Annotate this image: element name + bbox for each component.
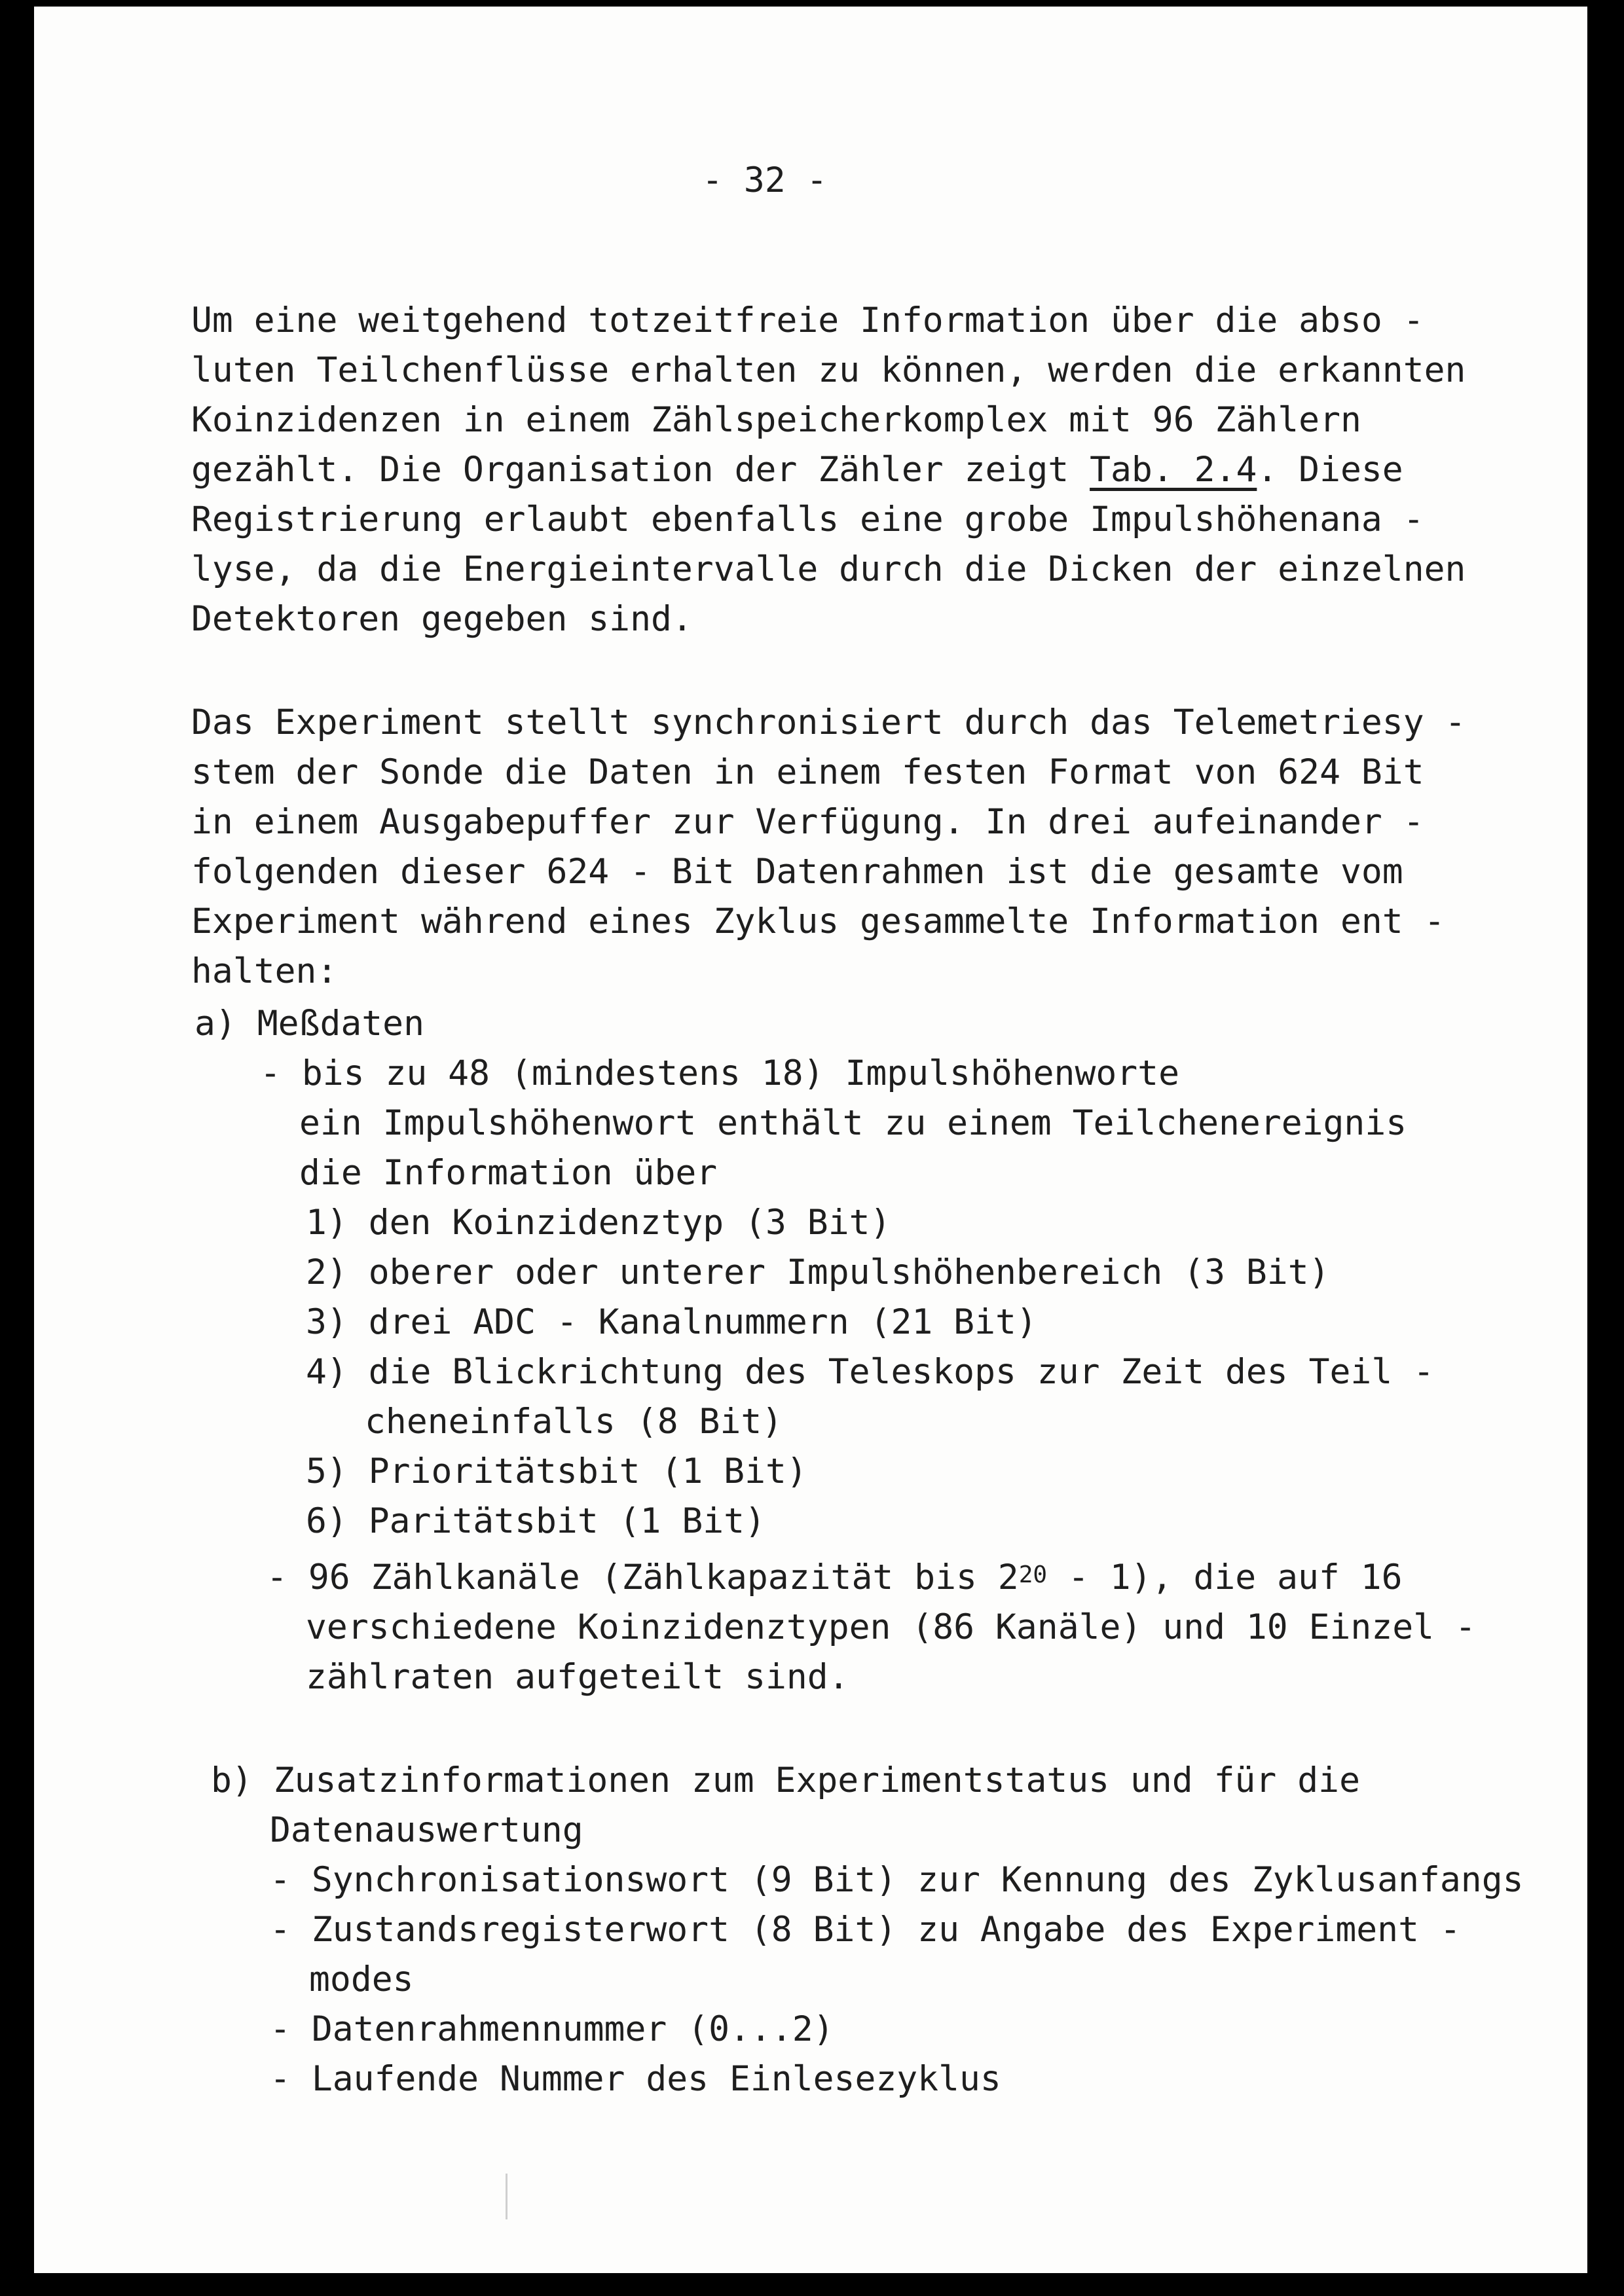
section-b-heading: Datenauswertung — [270, 1810, 583, 1850]
list-item: cheneinfalls (8 Bit) — [365, 1402, 783, 1442]
section-a-heading: a) Meßdaten — [194, 1004, 424, 1044]
paragraph-line: Um eine weitgehend totzeitfreie Information über die abso - — [191, 301, 1424, 340]
list-item: verschiedene Koinzidenztypen (86 Kanäle) und 10 Einzel - — [306, 1607, 1476, 1647]
paragraph-line: Experiment während eines Zyklus gesammelte Information ent - — [191, 902, 1445, 941]
text-run: gezählt. Die Organisation der Zähler zeigt — [191, 450, 1090, 490]
list-item: die Information über — [299, 1153, 718, 1193]
list-item: modes — [309, 1959, 414, 1999]
list-item: - Zustandsregisterwort (8 Bit) zu Angabe des Experiment - — [270, 1910, 1461, 1950]
list-item: - Datenrahmennummer (0...2) — [270, 2009, 834, 2049]
list-item: 2) oberer oder unterer Impulshöhenbereich (3 Bit) — [306, 1252, 1330, 1292]
page-number: - 32 - — [702, 160, 828, 200]
exponent: 20 — [1018, 1561, 1048, 1588]
list-item: 3) drei ADC - Kanalnummern (21 Bit) — [306, 1302, 1037, 1342]
list-item: 5) Prioritätsbit (1 Bit) — [306, 1451, 807, 1491]
list-item: - bis zu 48 (mindestens 18) Impulshöhenworte — [260, 1053, 1179, 1093]
section-b-heading: b) Zusatzinformationen zum Experimentstatus und für die — [211, 1760, 1360, 1800]
paragraph-line: halten: — [191, 951, 338, 991]
list-item: 4) die Blickrichtung des Teleskops zur Zeit des Teil - — [306, 1352, 1435, 1392]
paragraph-line: lyse, da die Energieintervalle durch die Dicken der einzelnen — [191, 549, 1466, 589]
scan-mark — [506, 2174, 507, 2219]
list-item — [267, 1558, 1403, 1601]
table-reference: Tab. 2.4 — [1090, 450, 1257, 490]
list-item: - Laufende Nummer des Einlesezyklus — [270, 2059, 1001, 2099]
text-run: - 1), die auf 16 — [1047, 1558, 1403, 1597]
paragraph-line: Registrierung erlaubt ebenfalls eine grobe Impulshöhenana - — [191, 500, 1424, 539]
list-item: zählraten aufgeteilt sind. — [306, 1657, 849, 1697]
paragraph-line: Das Experiment stellt synchronisiert durch das Telemetriesy - — [191, 702, 1466, 742]
list-item: ein Impulshöhenwort enthält zu einem Teilchenereignis — [299, 1103, 1407, 1143]
document-page — [34, 7, 1587, 2273]
list-item: 6) Paritätsbit (1 Bit) — [306, 1501, 766, 1541]
paragraph-line: Koinzidenzen in einem Zählspeicherkomplex mit 96 Zählern — [191, 400, 1361, 440]
paragraph-line — [191, 450, 1403, 490]
text-run: - 96 Zählkanäle (Zählkapazität bis 2 — [267, 1558, 1019, 1597]
paragraph-line: folgenden dieser 624 - Bit Datenrahmen ist die gesamte vom — [191, 852, 1403, 892]
paragraph-line: Detektoren gegeben sind. — [191, 599, 693, 639]
text-run: . Diese — [1257, 450, 1403, 490]
list-item: - Synchronisationswort (9 Bit) zur Kennung des Zyklusanfangs — [270, 1860, 1524, 1900]
list-item: 1) den Koinzidenztyp (3 Bit) — [306, 1203, 891, 1243]
paragraph-line: in einem Ausgabepuffer zur Verfügung. In drei aufeinander - — [191, 802, 1424, 842]
paragraph-line: stem der Sonde die Daten in einem festen Format von 624 Bit — [191, 752, 1424, 792]
paragraph-line: luten Teilchenflüsse erhalten zu können, werden die erkannten — [191, 350, 1466, 390]
